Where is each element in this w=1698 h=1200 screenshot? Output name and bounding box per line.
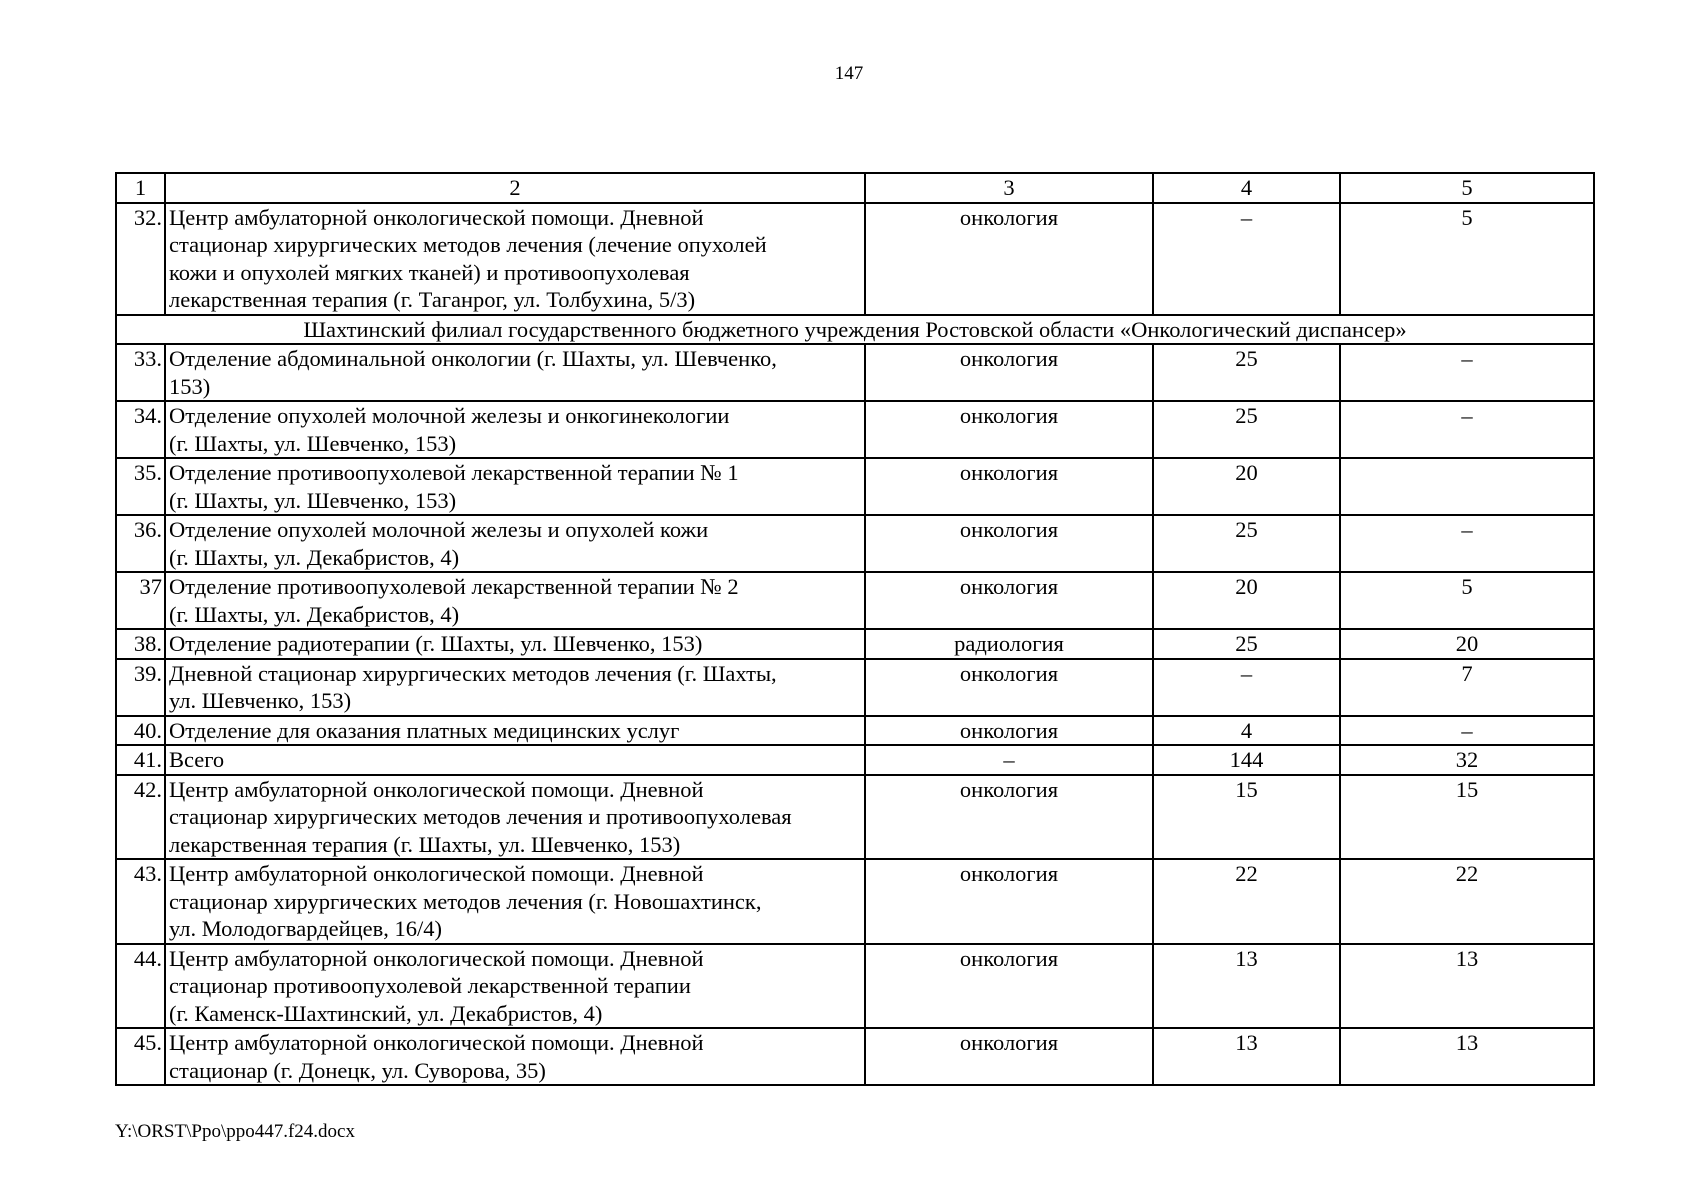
row-number: 44. <box>116 944 165 1029</box>
row-value-col4: 15 <box>1153 775 1340 860</box>
row-value-col5: 5 <box>1340 572 1594 629</box>
row-value-col5: – <box>1340 716 1594 746</box>
row-description: Отделение для оказания платных медицинских услуг <box>165 716 865 746</box>
row-number: 32. <box>116 203 165 315</box>
row-number: 36. <box>116 515 165 572</box>
row-profile: онкология <box>865 344 1153 401</box>
row-value-col4: – <box>1153 203 1340 315</box>
column-number-3: 3 <box>865 173 1153 203</box>
row-description: Отделение противоопухолевой лекарственной терапии № 2 (г. Шахты, ул. Декабристов, 4) <box>165 572 865 629</box>
row-profile: онкология <box>865 203 1153 315</box>
row-description: Отделение опухолей молочной железы и онкогинекологии (г. Шахты, ул. Шевченко, 153) <box>165 401 865 458</box>
row-profile: онкология <box>865 859 1153 944</box>
row-number: 37 <box>116 572 165 629</box>
row-value-col5: – <box>1340 344 1594 401</box>
row-value-col4: 25 <box>1153 629 1340 659</box>
table-header-row <box>116 173 1594 203</box>
page-number: 147 <box>834 63 864 84</box>
table-row <box>116 629 1594 659</box>
row-value-col5: 13 <box>1340 944 1594 1029</box>
table-row <box>116 775 1594 860</box>
table-row <box>116 716 1594 746</box>
bed-capacity-table <box>115 172 1595 1086</box>
row-value-col5: 7 <box>1340 659 1594 716</box>
table-row <box>116 1028 1594 1085</box>
row-number: 33. <box>116 344 165 401</box>
row-profile: онкология <box>865 659 1153 716</box>
table-row <box>116 859 1594 944</box>
row-value-col4: 4 <box>1153 716 1340 746</box>
row-description: Дневной стационар хирургических методов лечения (г. Шахты, ул. Шевченко, 153) <box>165 659 865 716</box>
row-number: 39. <box>116 659 165 716</box>
column-number-5: 5 <box>1340 173 1594 203</box>
row-value-col5: – <box>1340 401 1594 458</box>
row-profile: онкология <box>865 1028 1153 1085</box>
row-value-col4: 25 <box>1153 515 1340 572</box>
row-profile: онкология <box>865 401 1153 458</box>
row-profile: – <box>865 745 1153 775</box>
row-description: Центр амбулаторной онкологической помощи. Дневной стационар хирургических методов лечения (г. Новошахтинск, ул. Молодогвардейцев, 16/4) <box>165 859 865 944</box>
row-description: Центр амбулаторной онкологической помощи. Дневной стационар (г. Донецк, ул. Суворова, 35) <box>165 1028 865 1085</box>
row-number: 45. <box>116 1028 165 1085</box>
table-row <box>116 344 1594 401</box>
row-value-col4: 20 <box>1153 458 1340 515</box>
row-value-col5: 5 <box>1340 203 1594 315</box>
row-profile: онкология <box>865 775 1153 860</box>
row-value-col4: 13 <box>1153 1028 1340 1085</box>
row-value-col5: 13 <box>1340 1028 1594 1085</box>
table-row <box>116 659 1594 716</box>
row-profile: онкология <box>865 716 1153 746</box>
row-description: Центр амбулаторной онкологической помощи. Дневной стационар противоопухолевой лекарственной терапии (г. Каменск-Шахтинский, ул. Декабристов, 4) <box>165 944 865 1029</box>
row-description: Центр амбулаторной онкологической помощи. Дневной стационар хирургических методов лечения и противоопухолевая лекарственная терапия (г. Шахты, ул. Шевченко, 153) <box>165 775 865 860</box>
row-description: Отделение абдоминальной онкологии (г. Шахты, ул. Шевченко, 153) <box>165 344 865 401</box>
section-title: Шахтинский филиал государственного бюджетного учреждения Ростовской области «Онкологический диспансер» <box>116 315 1594 345</box>
table-row <box>116 745 1594 775</box>
table-section-row <box>116 315 1594 345</box>
row-value-col4: – <box>1153 659 1340 716</box>
row-number: 40. <box>116 716 165 746</box>
row-value-col4: 144 <box>1153 745 1340 775</box>
row-value-col4: 13 <box>1153 944 1340 1029</box>
table-row <box>116 572 1594 629</box>
table-row <box>116 203 1594 315</box>
row-value-col4: 22 <box>1153 859 1340 944</box>
row-value-col4: 25 <box>1153 344 1340 401</box>
row-number: 34. <box>116 401 165 458</box>
row-value-col5: 32 <box>1340 745 1594 775</box>
row-value-col4: 25 <box>1153 401 1340 458</box>
row-profile: радиология <box>865 629 1153 659</box>
row-number: 43. <box>116 859 165 944</box>
column-number-4: 4 <box>1153 173 1340 203</box>
row-value-col5: 22 <box>1340 859 1594 944</box>
row-value-col5: 20 <box>1340 629 1594 659</box>
row-description: Всего <box>165 745 865 775</box>
column-number-1: 1 <box>116 173 165 203</box>
table-row <box>116 515 1594 572</box>
row-number: 42. <box>116 775 165 860</box>
row-number: 41. <box>116 745 165 775</box>
row-profile: онкология <box>865 515 1153 572</box>
table-row <box>116 401 1594 458</box>
footer-file-path: Y:\ORST\Ppo\ppo447.f24.docx <box>115 1121 355 1142</box>
row-profile: онкология <box>865 572 1153 629</box>
row-description: Центр амбулаторной онкологической помощи. Дневной стационар хирургических методов лечения (лечение опухолей кожи и опухолей мягких тканей) и противоопухолевая лекарственная терапия (г. Таганрог, ул. Толбухина, 5/3) <box>165 203 865 315</box>
table-row <box>116 944 1594 1029</box>
row-profile: онкология <box>865 458 1153 515</box>
row-value-col4: 20 <box>1153 572 1340 629</box>
column-number-2: 2 <box>165 173 865 203</box>
table-row <box>116 458 1594 515</box>
row-value-col5: 15 <box>1340 775 1594 860</box>
row-value-col5 <box>1340 458 1594 515</box>
row-description: Отделение радиотерапии (г. Шахты, ул. Шевченко, 153) <box>165 629 865 659</box>
row-value-col5: – <box>1340 515 1594 572</box>
row-description: Отделение противоопухолевой лекарственной терапии № 1 (г. Шахты, ул. Шевченко, 153) <box>165 458 865 515</box>
row-number: 35. <box>116 458 165 515</box>
row-number: 38. <box>116 629 165 659</box>
row-profile: онкология <box>865 944 1153 1029</box>
row-description: Отделение опухолей молочной железы и опухолей кожи (г. Шахты, ул. Декабристов, 4) <box>165 515 865 572</box>
